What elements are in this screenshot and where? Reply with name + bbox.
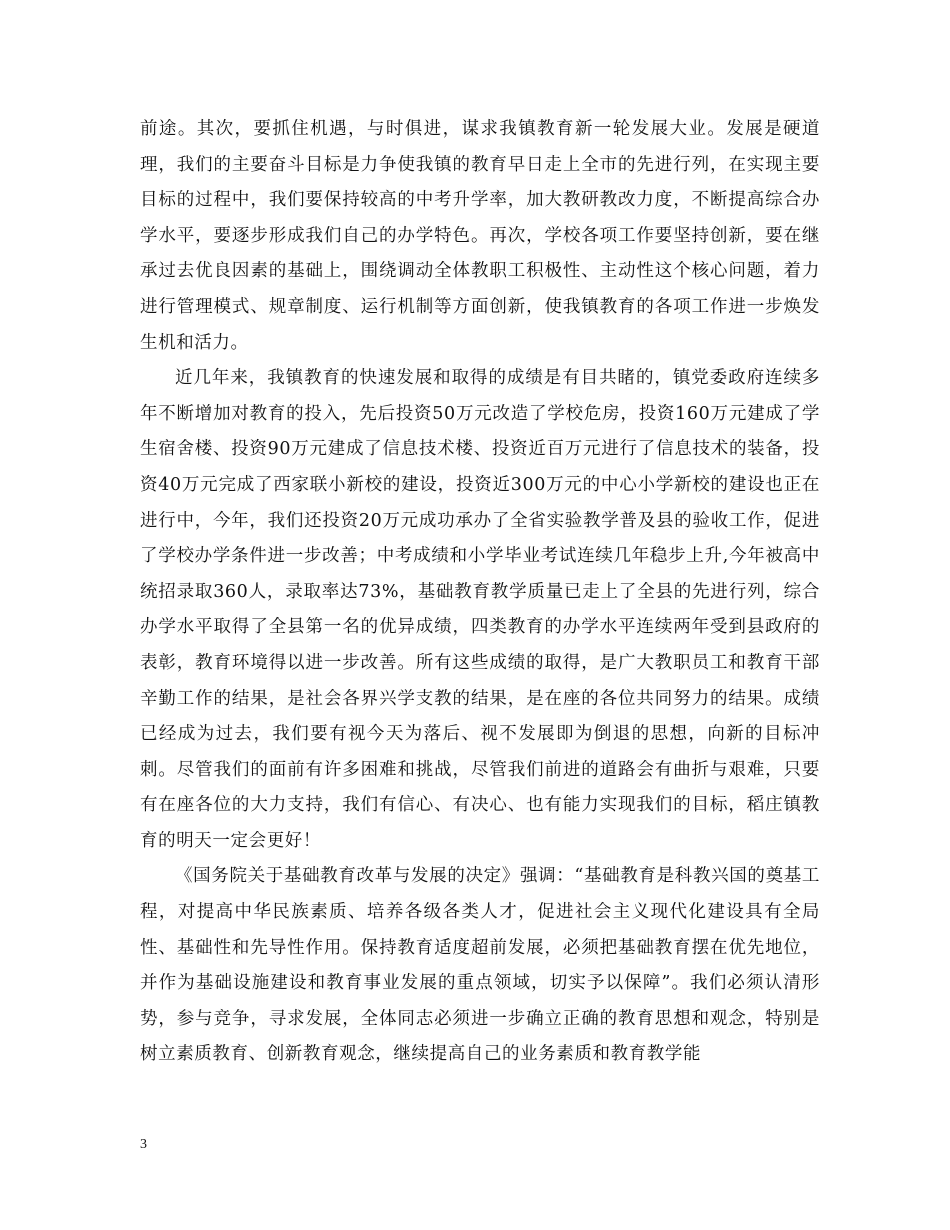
document-body xyxy=(140,112,820,1073)
paragraph-continuation: 前途。其次，要抓住机遇，与时俱进，谋求我镇教育新一轮发展大业。发展是硬道理，我们的主要奋斗目标是力争使我镇的教育早日走上全市的先进行列，在实现主要目标的过程中，我们要保持较高的中考升学率，加大教研教改力度，不断提高综合办学水平，要逐步形成我们自己的办学特色。再次，学校各项工作要坚持创新，要在继承过去优良因素的基础上，围绕调动全体教职工积极性、主动性这个核心问题，着力进行管理模式、规章制度、运行机制等方面创新，使我镇教育的各项工作进一步焕发生机和活力。 xyxy=(140,119,820,353)
paragraph-state-council-decision: 《国务院关于基础教育改革与发展的决定》强调：“基础教育是科教兴国的奠基工程，对提高中华民族素质、培养各级各类人才，促进社会主义现代化建设具有全局性、基础性和先导性作用。保持教育适度超前发展，必须把基础教育摆在优先地位，并作为基础设施建设和教育事业发展的重点领域，切实予以保障”。我们必须认清形势，参与竞争，寻求发展，全体同志必须进一步确立正确的教育思想和观念，特别是树立素质教育、创新教育观念，继续提高自己的业务素质和教育教学能 xyxy=(140,866,820,1065)
page-number: 3 xyxy=(140,1137,147,1152)
paragraph-achievements: 近几年来，我镇教育的快速发展和取得的成绩是有目共睹的，镇党委政府连续多年不断增加对教育的投入，先后投资50万元改造了学校危房，投资160万元建成了学生宿舍楼、投资90万元建成了信息技术楼、投资近百万元进行了信息技术的装备，投资40万元完成了西家联小新校的建设，投资近300万元的中心小学新校的建设也正在进行中，今年，我们还投资20万元成功承办了全省实验教学普及县的验收工作，促进了学校办学条件进一步改善；中考成绩和小学毕业考试连续几年稳步上升,今年被高中统招录取360人，录取率达73%，基础教育教学质量已走上了全县的先进行列，综合办学水平取得了全县第一名的优异成绩，四类教育的办学水平连续两年受到县政府的表彰，教育环境得以进一步改善。所有这些成绩的取得，是广大教职员工和教育干部辛勤工作的结果，是社会各界兴学支教的结果，是在座的各位共同努力的结果。成绩已经成为过去，我们要有视今天为落后、视不发展即为倒退的思想，向新的目标冲刺。尽管我们的面前有许多困难和挑战，尽管我们前进的道路会有曲折与艰难，只要有在座各位的大力支持，我们有信心、有决心、也有能力实现我们的目标，稻庄镇教育的明天一定会更好！ xyxy=(140,368,820,851)
